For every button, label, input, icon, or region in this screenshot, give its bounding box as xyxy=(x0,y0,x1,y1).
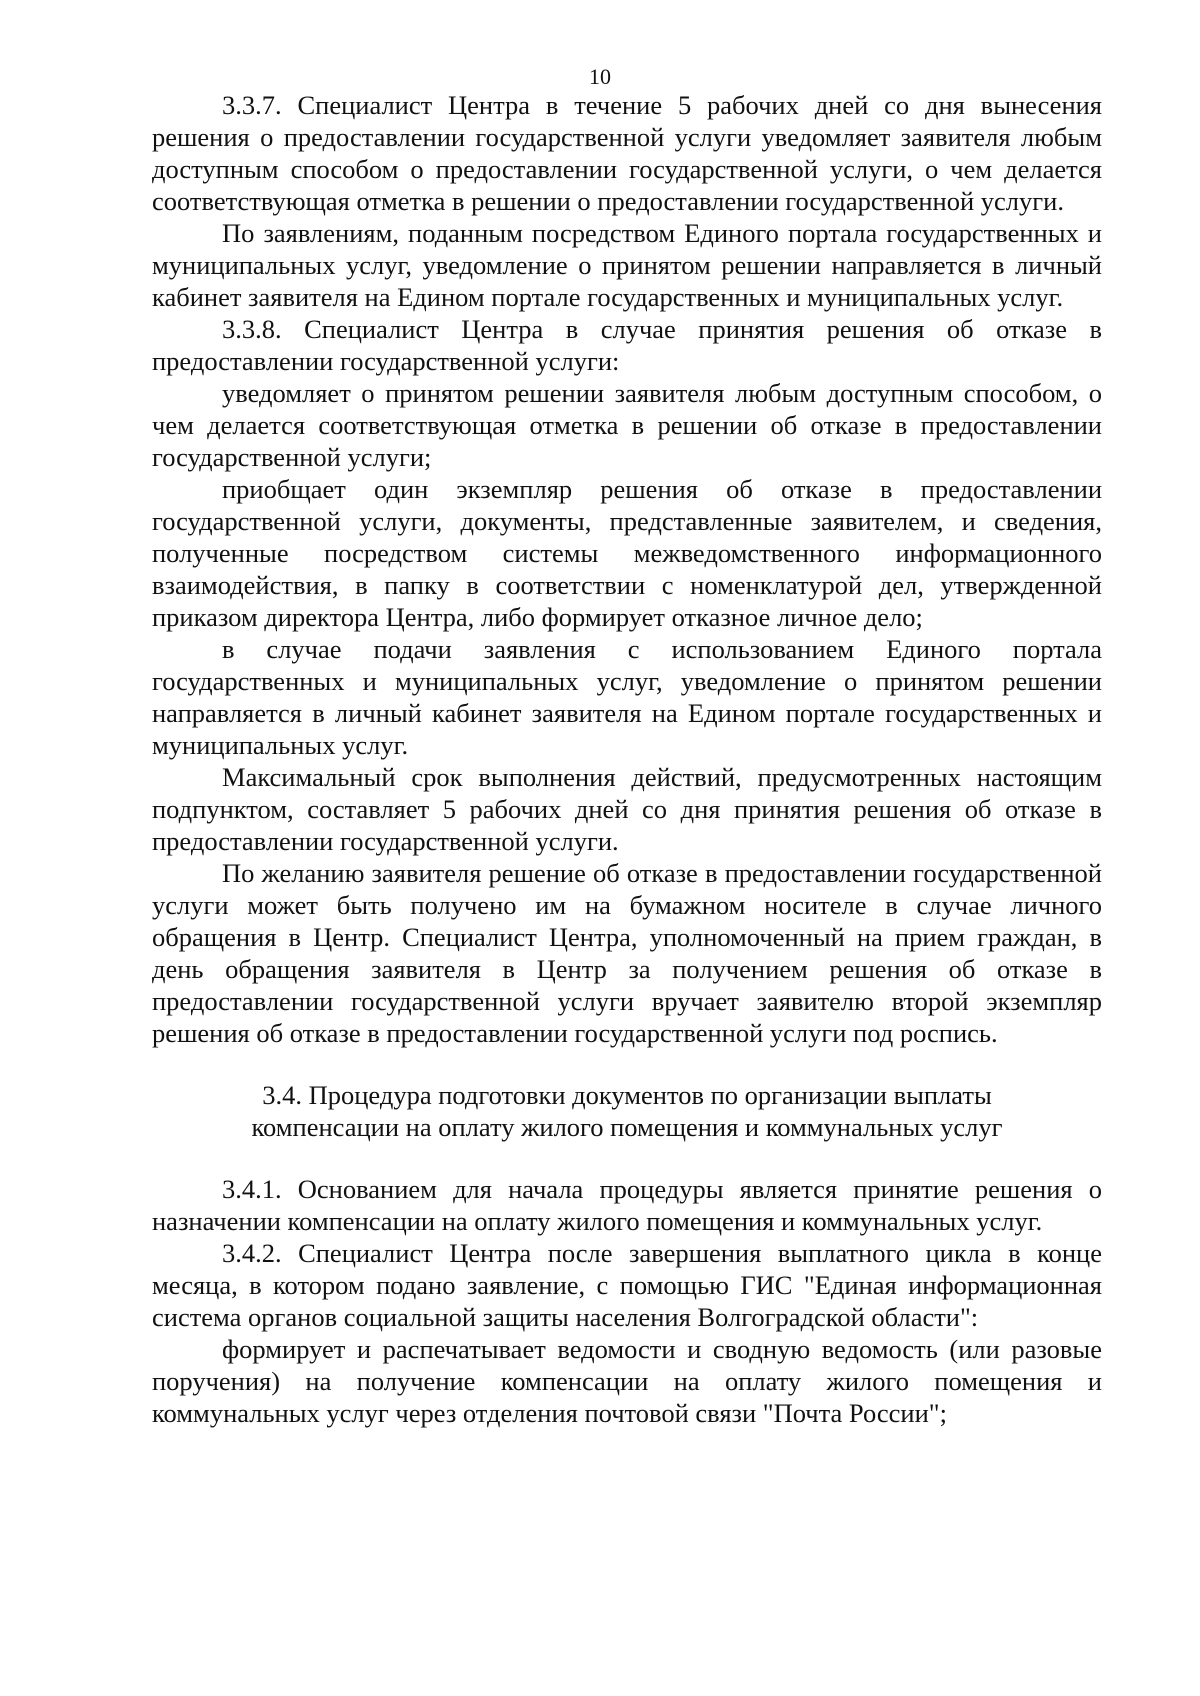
paragraph-epgu-notification: По заявлениям, поданным посредством Единого портала государственных и муниципальных услуг, уведомление о принятом решении направляется в личный кабинет заявителя на Едином портале государственных и муниципальных услуг. xyxy=(152,218,1102,312)
paragraph-notify-refusal: уведомляет о принятом решении заявителя любым доступным способом, о чем делается соответствующая отметка в решении об отказе в предоставлении государственной услуги; xyxy=(152,378,1102,472)
paragraph-epgu-refusal: в случае подачи заявления с использованием Единого портала государственных и муниципальных услуг, уведомление о принятом решении направляется в личный кабинет заявителя на Едином портале государственных и муниципальных услуг. xyxy=(152,634,1102,760)
page-number: 10 xyxy=(589,64,611,89)
paragraph-paper-copy: По желанию заявителя решение об отказе в предоставлении государственной услуги может быть получено им на бумажном носителе в случае личного обращения в Центр. Специалист Центра, уполномоченный на прием граждан, в день обращения заявителя в Центр за получением решения об отказе в предоставлении государственной услуги вручает заявителю второй экземпляр решения об отказе в предоставлении государственной услуги под роспись. xyxy=(152,858,1102,1048)
paragraph-attach-documents: приобщает один экземпляр решения об отказе в предоставлении государственной услуги, документы, представленные заявителем, и сведения, полученные посредством системы межведомственного информационного взаимодействия, в папку в соответствии с номенклатурой дел, утвержденной приказом директора Центра, либо формирует отказное личное дело; xyxy=(152,474,1102,632)
section-heading-line-1: 3.4. Процедура подготовки документов по организации выплаты xyxy=(262,1080,992,1110)
paragraph-3-4-2: 3.4.2. Специалист Центра после завершения выплатного цикла в конце месяца, в котором подано заявление, с помощью ГИС "Единая информационная система органов социальной защиты населения Волгоградской области": xyxy=(152,1238,1102,1332)
section-heading-line-2: компенсации на оплату жилого помещения и коммунальных услуг xyxy=(251,1112,1003,1142)
paragraph-3-3-7: 3.3.7. Специалист Центра в течение 5 рабочих дней со дня вынесения решения о предоставлении государственной услуги уведомляет заявителя любым доступным способом о предоставлении государственной услуги, о чем делается соответствующая отметка в решении о предоставлении государственной услуги. xyxy=(152,90,1102,216)
paragraph-max-term: Максимальный срок выполнения действий, предусмотренных настоящим подпунктом, составляет 5 рабочих дней со дня принятия решения об отказе в предоставлении государственной услуги. xyxy=(152,762,1102,856)
paragraph-form-statements: формирует и распечатывает ведомости и сводную ведомость (или разовые поручения) на получение компенсации на оплату жилого помещения и коммунальных услуг через отделения почтовой связи "Почта России"; xyxy=(152,1334,1102,1428)
paragraph-3-3-8: 3.3.8. Специалист Центра в случае принятия решения об отказе в предоставлении государственной услуги: xyxy=(152,314,1102,376)
section-heading-3-4 xyxy=(152,1079,1102,1143)
document-body xyxy=(152,89,1102,1429)
paragraph-3-4-1: 3.4.1. Основанием для начала процедуры является принятие решения о назначении компенсации на оплату жилого помещения и коммунальных услуг. xyxy=(152,1174,1102,1236)
